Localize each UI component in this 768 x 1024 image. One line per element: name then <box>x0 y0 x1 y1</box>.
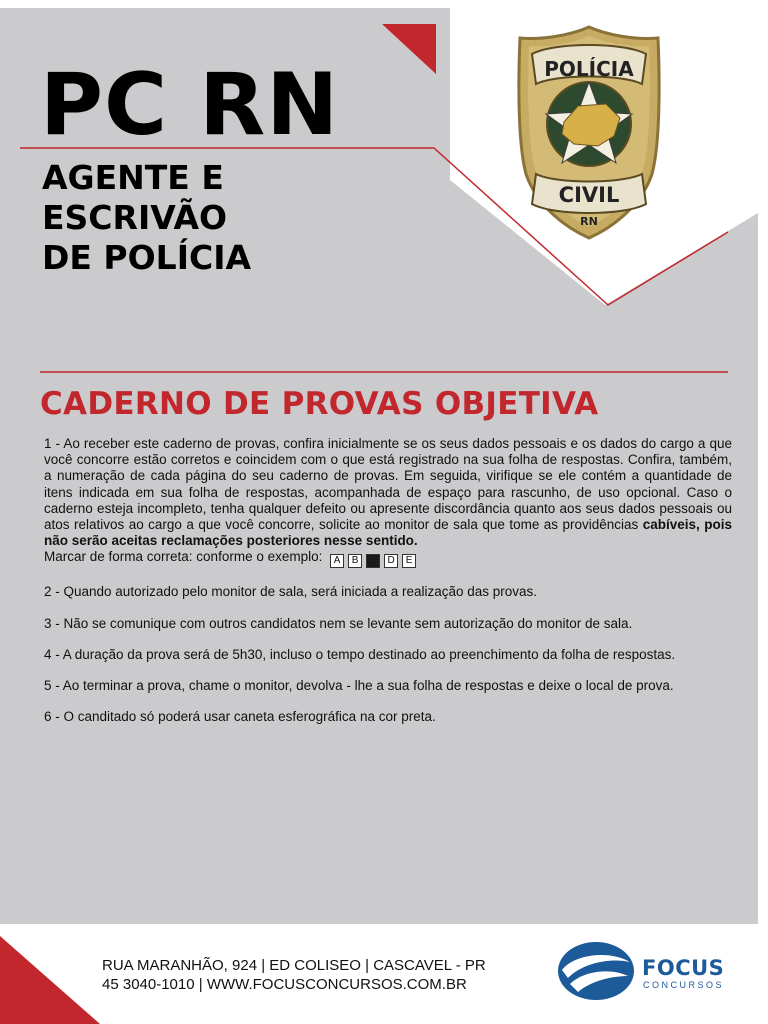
footer-address-line-2: 45 3040-1010 | WWW.FOCUSCONCURSOS.COM.BR <box>102 976 467 993</box>
example-option-b: B <box>348 554 362 568</box>
instruction-1 <box>44 436 732 549</box>
badge-top-text: POLÍCIA <box>544 57 634 81</box>
subtitle-line-3: DE POLÍCIA <box>42 238 252 277</box>
example-option-e: E <box>402 554 416 568</box>
instruction-4: 4 - A duração da prova será de 5h30, incluso o tempo destinado ao preenchimento da folha de respostas. <box>44 646 676 662</box>
example-option-d: D <box>384 554 398 568</box>
instruction-3: 3 - Não se comunique com outros candidatos nem se levante sem autorização do monitor de sala. <box>44 615 633 631</box>
marking-example-label: Marcar de forma correta: conforme o exemplo: <box>44 549 323 565</box>
badge-state-text: RN <box>580 215 598 228</box>
instructions-block <box>44 436 732 725</box>
focus-brand-sub: CONCURSOS <box>643 980 725 990</box>
instruction-1-text: 1 - Ao receber este caderno de provas, confira inicialmente se os seus dados pessoais e os dados do cargo a que você concorre estão corretos e coincidem com o que está registrado na sua folha de respostas. Confira, também, a numeração de cada página do seu caderno de provas. Em seguida, virifique se ele contém a quantidade de itens indicada em sua folha de respostas, acompanhada de espaço para rascunho, de uso opcional. Caso o caderno esteja incompleto, tenha qualquer defeito ou apresente discordância quanto aos seus dados pessoais ou atos relativos ao cargo a que você concorre, solicite ao monitor de sala que tome as providências <box>44 436 732 533</box>
page-title: PC RN <box>40 55 340 155</box>
policia-civil-badge-logo <box>514 24 664 240</box>
subtitle <box>42 158 251 278</box>
footer-address <box>102 956 486 994</box>
example-option-c-filled: C <box>366 554 380 568</box>
section-title: CADERNO DE PROVAS OBJETIVA <box>40 386 599 422</box>
subtitle-line-1: AGENTE E <box>42 158 224 197</box>
marking-example <box>44 549 732 568</box>
subtitle-line-2: ESCRIVÃO <box>42 198 228 237</box>
instruction-6: 6 - O canditado só poderá usar caneta esferográfica na cor preta. <box>44 709 436 725</box>
focus-logo-icon <box>556 940 636 1002</box>
instruction-2: 2 - Quando autorizado pelo monitor de sala, será iniciada a realização das provas. <box>44 584 538 600</box>
instruction-5: 5 - Ao terminar a prova, chame o monitor, devolva - lhe a sua folha de respostas e deixe o local de prova. <box>44 678 674 694</box>
footer-address-line-1: RUA MARANHÃO, 924 | ED COLISEO | CASCAVEL - PR <box>102 957 486 974</box>
focus-brand-name: FOCUS <box>642 956 725 980</box>
instruction-1-bold: cabíveis, pois não serão aceitas reclamações posteriores nesse sentido. <box>44 517 732 549</box>
red-corner-triangle-bottom <box>0 936 100 1024</box>
badge-bottom-text: CIVIL <box>558 183 620 207</box>
example-option-a: A <box>330 554 344 568</box>
